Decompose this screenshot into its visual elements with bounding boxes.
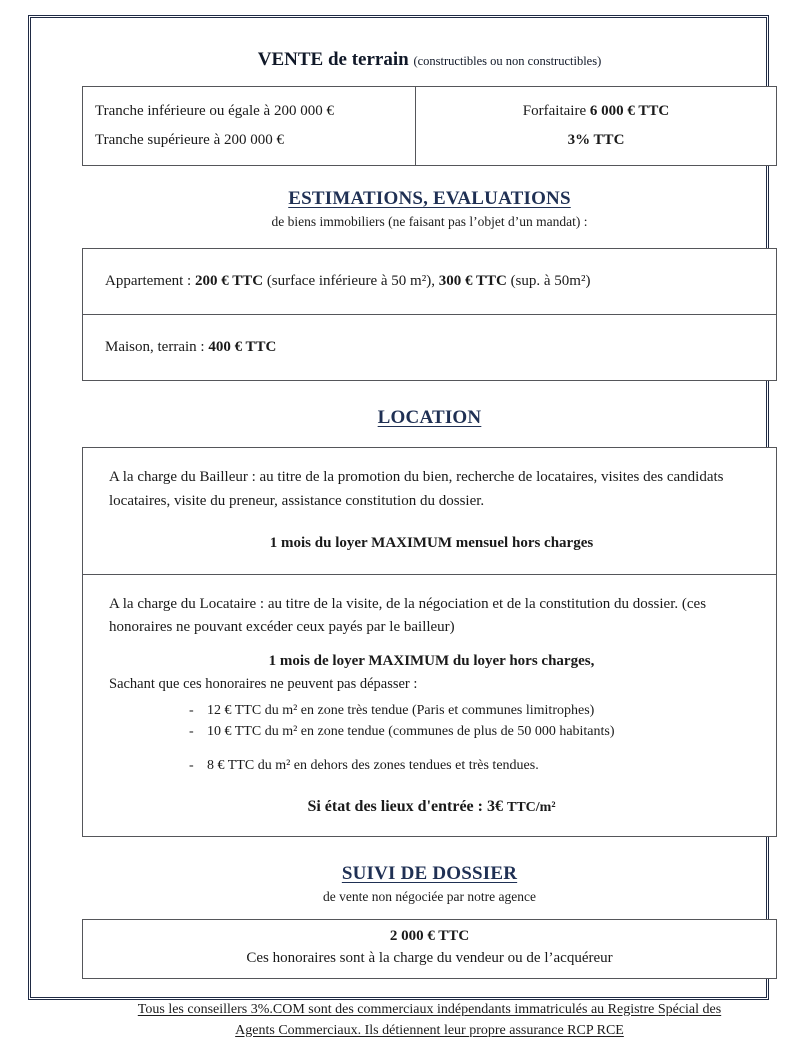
legal-footer-line-2: Agents Commerciaux. Ils détiennent leur propre assurance RCP RCE (235, 1022, 624, 1038)
estimations-row-0-p1: Appartement : (105, 273, 195, 290)
suivi-subheading: de vente non négociée par notre agence (323, 889, 536, 905)
estimations-row-0-p3: (sup. à 50m²) (506, 273, 591, 290)
location-etat-des-lieux (109, 798, 754, 816)
vente-title-sub: (constructibles ou non constructibles) (413, 54, 602, 68)
estimations-box-appartement (82, 248, 777, 315)
list-item-label: 10 € TTC du m² en zone tendue (communes de plus de 50 000 habitants) (207, 724, 615, 740)
location-locataire-paragraph: A la charge du Locataire : au titre de la visite, de la négociation et de la constitution du dossier. (ces honoraires ne pouvant excéder ceux payés par le bailleur) (109, 595, 707, 636)
suivi-box (82, 919, 777, 979)
vente-labels-column (83, 87, 416, 166)
suivi-heading: SUIVI DE DOSSIER (341, 863, 518, 885)
estimations-box-maison (82, 315, 777, 381)
vente-row-value-0-amount: 6 000 € TTC (589, 102, 670, 119)
estimations-row-1-b1: 400 € TTC (208, 339, 277, 356)
location-bailleur-cell (83, 448, 776, 574)
spacer (82, 166, 777, 188)
location-bailleur-paragraph: A la charge du Bailleur : au titre de la promotion du bien, recherche de locataires, visites des candidats locataires, visite du preneur, assistance constitution du dossier. (109, 469, 724, 509)
suivi-amount: 2 000 € TTC (389, 928, 470, 945)
estimations-heading: ESTIMATIONS, EVALUATIONS (288, 188, 571, 210)
location-box-bailleur (82, 447, 777, 575)
page-border-frame (28, 15, 769, 1038)
list-item (109, 700, 754, 721)
vente-row-label-1: Tranche supérieure à 200 000 € (95, 132, 284, 149)
dash-marker-icon: - (189, 703, 194, 719)
legal-footer (82, 999, 777, 1041)
location-heading: LOCATION (377, 407, 482, 429)
location-bailleur-highlight: 1 mois du loyer MAXIMUM mensuel hors charges (269, 534, 594, 551)
vente-row-value-0 (428, 97, 764, 126)
vente-title (82, 49, 777, 72)
location-etat-des-lieux-main: Si état des lieux d'entrée : 3€ (307, 798, 507, 816)
spacer (82, 72, 777, 86)
vente-row-label-0: Tranche inférieure ou égale à 200 000 € (95, 102, 334, 119)
location-box-locataire (82, 575, 777, 837)
dash-marker-icon: - (189, 724, 194, 740)
estimations-row-1-p1: Maison, terrain : (105, 339, 209, 356)
list-item-label: 12 € TTC du m² en zone très tendue (Paris et communes limitrophes) (207, 703, 595, 719)
location-etat-des-lieux-unit: TTC/m² (506, 800, 556, 816)
spacer (82, 905, 777, 919)
vente-row-value-0-prefix: Forfaitaire (522, 102, 590, 119)
estimations-row-maison (83, 315, 776, 380)
dash-marker-icon: - (189, 758, 194, 774)
spacer (82, 230, 777, 248)
spacer (82, 381, 777, 407)
location-locataire-cell (83, 575, 776, 836)
estimations-row-appartement (83, 249, 776, 314)
list-item-label: 8 € TTC du m² en dehors des zones tendues et très tendues. (207, 758, 539, 774)
vente-title-main: VENTE de terrain (257, 49, 409, 70)
location-locataire-note: Sachant que ces honoraires ne peuvent pas dépasser : (109, 676, 418, 693)
suivi-cell (83, 920, 776, 978)
vente-row-value-1 (428, 126, 764, 155)
vente-values-column (416, 87, 776, 166)
suivi-note: Ces honoraires sont à la charge du vendeur ou de l’acquéreur (246, 949, 613, 966)
location-locataire-highlight: 1 mois de loyer MAXIMUM du loyer hors charges, (268, 653, 595, 670)
estimations-row-0-b1: 200 € TTC (194, 273, 264, 290)
list-item (109, 755, 754, 776)
vente-table (82, 86, 777, 167)
location-locataire-bullet-list (109, 700, 754, 776)
estimations-row-0-b2: 300 € TTC (438, 273, 507, 290)
estimations-row-0-p2: (surface inférieure à 50 m²), (263, 273, 439, 290)
document-content (82, 38, 777, 1041)
spacer (82, 837, 777, 863)
spacer (82, 429, 777, 447)
table-row (83, 87, 776, 166)
vente-row-value-1-amount: 3% TTC (567, 132, 625, 149)
legal-footer-line-1: Tous les conseillers 3%.COM sont des commerciaux indépendants immatriculés au Registre Spécial des (137, 1001, 722, 1017)
list-item (109, 721, 754, 742)
estimations-subheading: de biens immobiliers (ne faisant pas l’objet d’un mandat) : (271, 214, 588, 230)
